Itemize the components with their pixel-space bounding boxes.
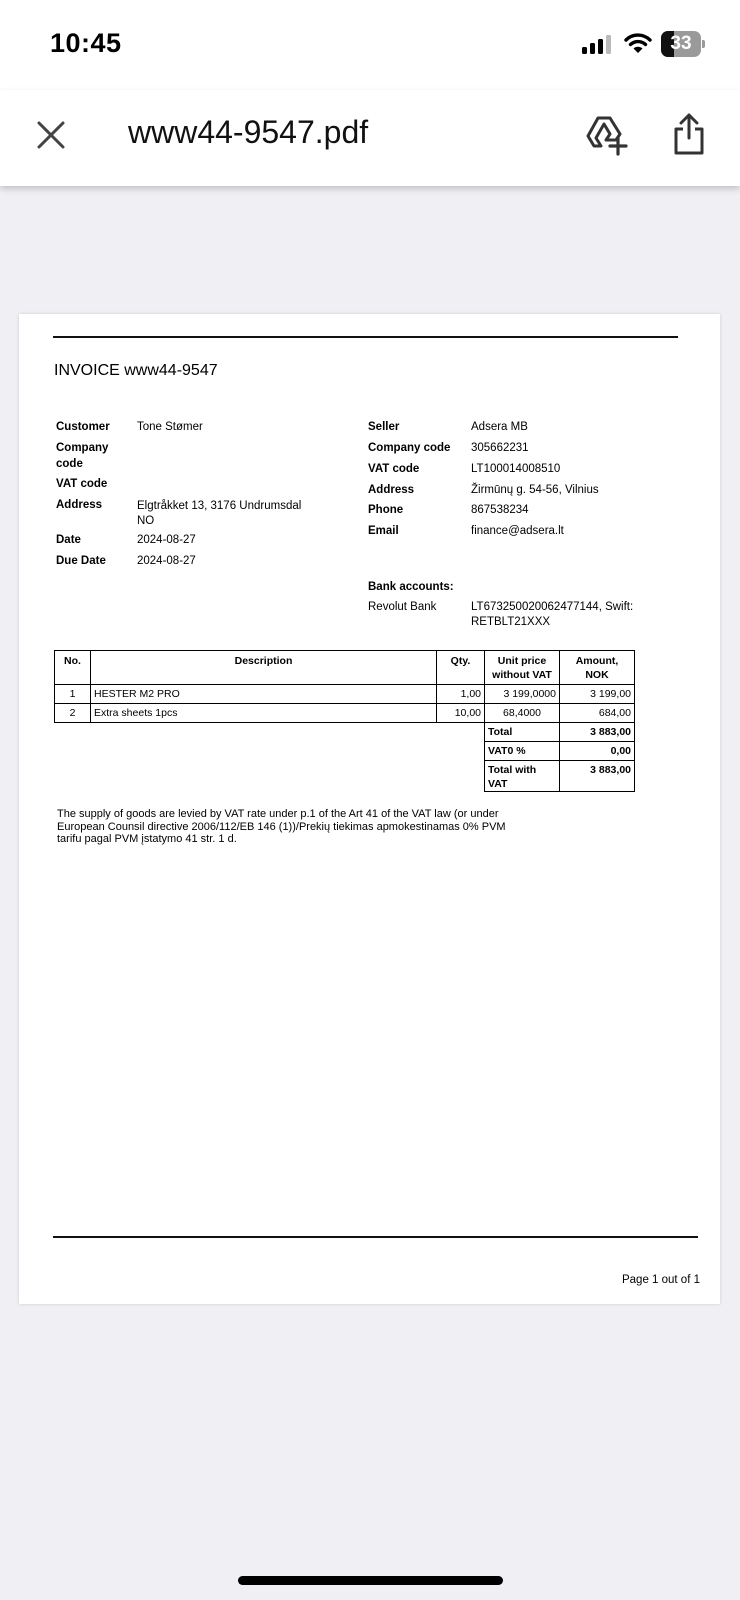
vat-row [55, 742, 635, 761]
document-title: www44-9547.pdf [128, 114, 369, 150]
table-row [55, 685, 635, 704]
seller-value: Adsera MB [471, 421, 528, 433]
home-indicator[interactable] [238, 1576, 503, 1585]
seller-address-value: Žirmūnų g. 54-56, Vilnius [471, 484, 599, 496]
customer-company-code-label-2: code [56, 458, 83, 470]
table-row [55, 704, 635, 723]
seller-vat-code-label: VAT code [368, 463, 420, 475]
seller-email-value: finance@adsera.lt [471, 525, 564, 537]
top-rule [53, 336, 678, 338]
total-with-vat-value: 3 883,00 [560, 761, 635, 792]
header-no: No. [55, 651, 91, 685]
table-header-row [55, 651, 635, 685]
header-qty: Qty. [437, 651, 485, 685]
page-number: Page 1 out of 1 [621, 1274, 700, 1286]
customer-vat-code-label: VAT code [56, 478, 108, 490]
close-icon[interactable] [34, 118, 68, 152]
share-icon[interactable] [672, 112, 706, 156]
status-time: 10:45 [50, 28, 122, 58]
invoice-items-table [54, 650, 635, 792]
seller-address-label: Address [368, 484, 415, 496]
vat-note: The supply of goods are levied by VAT rate under p.1 of the Art 41 of the VAT law (or under European Counsil directive 2006/112/EB 146 (1))/Prekių tiekimas apmokestinamas 0% PVM tarifu pagal PVM įstatymo 41 str. 1 d. [57, 808, 506, 845]
customer-address-line2: NO [137, 515, 155, 527]
bank-account-line2: RETBLT21XXX [471, 616, 551, 628]
status-bar [0, 0, 740, 90]
total-with-vat-label: Total with VAT [485, 761, 560, 792]
vat-value: 0,00 [560, 742, 635, 761]
row-no: 2 [55, 704, 91, 723]
invoice-title: INVOICE www44-9547 [54, 362, 218, 379]
pdf-page [19, 314, 720, 1304]
total-row [55, 723, 635, 742]
date-value: 2024-08-27 [137, 534, 196, 546]
customer-address-label: Address [56, 499, 103, 511]
seller-phone-label: Phone [368, 504, 404, 516]
customer-address-line1: Elgtråkket 13, 3176 Undrumsdal [137, 500, 302, 512]
seller-company-code-label: Company code [368, 442, 451, 454]
date-label: Date [56, 534, 81, 546]
customer-label: Customer [56, 421, 110, 433]
header-amount: Amount, NOK [560, 651, 635, 685]
seller-vat-code-value: LT100014008510 [471, 463, 561, 475]
due-date-value: 2024-08-27 [137, 555, 196, 567]
bank-account-line1: LT673250020062477144, Swift: [471, 601, 634, 613]
wifi-icon [624, 32, 652, 54]
header-unit-price [485, 651, 560, 685]
total-with-vat-row [55, 761, 635, 792]
header-unit-price-line2: without VAT [492, 669, 552, 681]
customer-value: Tone Stømer [137, 421, 203, 433]
due-date-label: Due Date [56, 555, 106, 567]
row-amount: 3 199,00 [560, 685, 635, 704]
battery-icon [661, 31, 705, 57]
total-label: Total [485, 723, 560, 742]
add-to-drive-icon[interactable] [584, 112, 628, 156]
bottom-rule [53, 1236, 698, 1238]
seller-email-label: Email [368, 525, 399, 537]
row-qty: 1,00 [437, 685, 485, 704]
seller-label: Seller [368, 421, 400, 433]
bank-name: Revolut Bank [368, 601, 437, 613]
row-qty: 10,00 [437, 704, 485, 723]
header-unit-price-line1: Unit price [497, 655, 547, 667]
row-unit-price: 3 199,0000 [485, 685, 560, 704]
row-description: HESTER M2 PRO [91, 685, 437, 704]
row-amount: 684,00 [560, 704, 635, 723]
row-no: 1 [55, 685, 91, 704]
vat-label: VAT0 % [485, 742, 560, 761]
seller-company-code-value: 305662231 [471, 442, 529, 454]
cellular-signal-icon [582, 34, 612, 54]
seller-phone-value: 867538234 [471, 504, 529, 516]
row-description: Extra sheets 1pcs [91, 704, 437, 723]
total-value: 3 883,00 [560, 723, 635, 742]
header-description: Description [91, 651, 437, 685]
row-unit-price: 68,4000 [485, 704, 560, 723]
pdf-viewer-toolbar [0, 90, 740, 186]
bank-accounts-label: Bank accounts: [368, 581, 454, 593]
battery-percentage: 33 [670, 33, 692, 54]
customer-company-code-label: Company [56, 442, 109, 454]
